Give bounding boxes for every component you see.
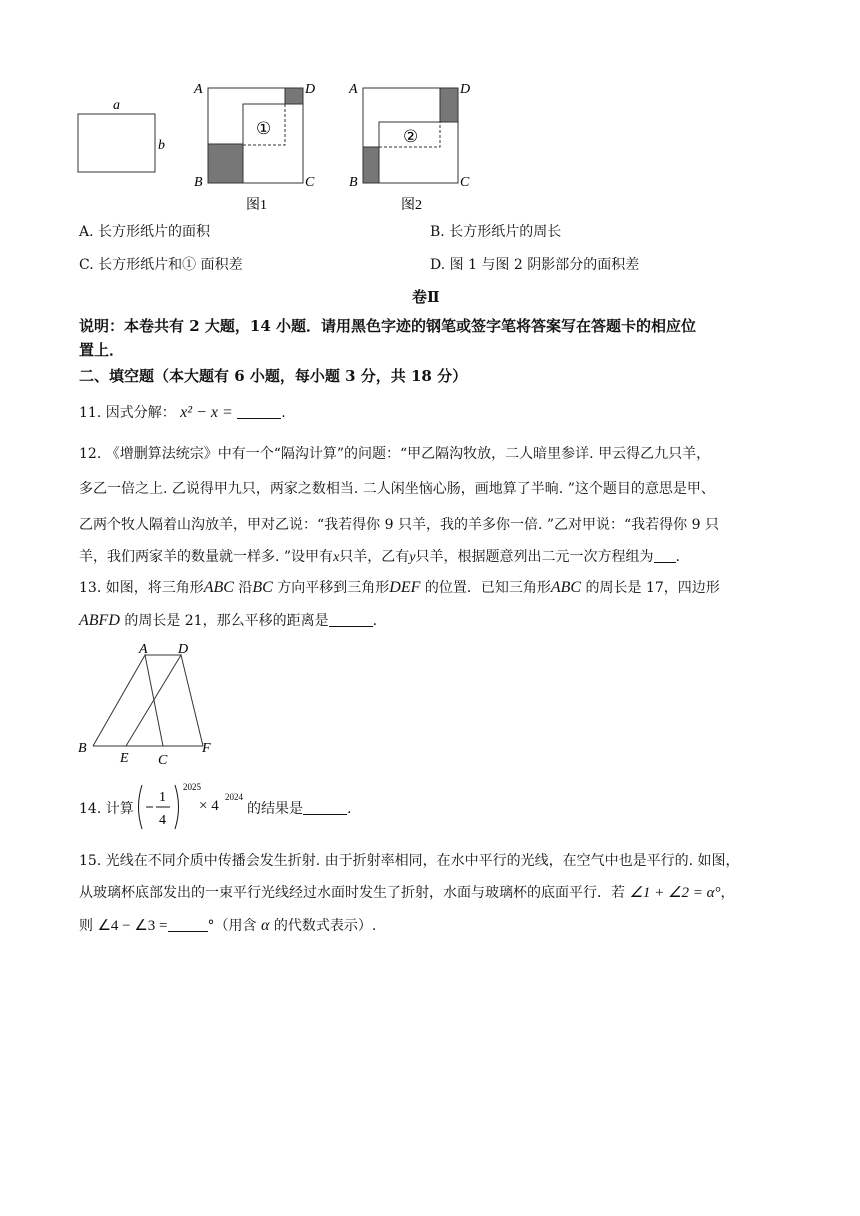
q12-line4-end: . [675, 549, 680, 565]
q14-suffix: 的结果是 [247, 801, 303, 817]
q11-answer-blank[interactable] [237, 404, 281, 419]
q13-label-F: F [202, 741, 211, 756]
q13-answer-blank[interactable] [329, 612, 373, 627]
option-b: B. 长方形纸片的周长 [430, 224, 562, 240]
fig1-label-D: D [305, 82, 316, 97]
q15-condition: ∠1 + ∠2 = α° [629, 885, 721, 901]
q15-line2 [79, 882, 734, 902]
section-note-line2: 置上． [79, 341, 125, 359]
fig2-region-label: ② [403, 127, 419, 146]
q13-line1 [79, 577, 720, 597]
fig2-caption: 图2 [401, 198, 422, 213]
q13-line2-end: . [372, 613, 378, 629]
q15-answer-blank[interactable] [168, 917, 208, 932]
q13-label-A: A [139, 642, 148, 657]
q13-def: DEF [389, 579, 421, 596]
q14-denominator: 4 [159, 813, 166, 828]
option-d: D. 图 1 与图 2 阴影部分的面积差 [430, 257, 640, 273]
figure-rectangle [70, 92, 170, 182]
fig2-label-C: C [460, 175, 470, 190]
q15-line1: 15. 光线在不同介质中传播会发生折射. 由于折射率相同，在水中平行的光线，在空气中也是平行的. 如图， [79, 853, 740, 869]
q13-line1-d: 的位置．已知三角形 [424, 580, 551, 596]
label-a: a [113, 98, 120, 113]
option-a: A. 长方形纸片的面积 [79, 224, 211, 240]
q15-line3-a: 则 [79, 918, 93, 934]
part-title: 二、填空题（本大题有 6 小题，每小题 3 分，共 18 分） [79, 367, 468, 385]
q11-suffix: . [281, 405, 286, 421]
q12-line4-b: 只羊，乙有 [339, 549, 410, 565]
section-title: 卷Ⅱ [412, 288, 440, 306]
q12-var-y: y [409, 550, 416, 565]
fig1-label-B: B [194, 175, 203, 190]
q14-exponent-2: 2024 [225, 792, 243, 802]
q13-line1-a: 13. 如图，将三角形 [79, 580, 204, 596]
q14-exponent-1: 2025 [183, 782, 201, 792]
figure-1 [190, 78, 325, 218]
q13-abfd: ABFD [79, 612, 120, 629]
q12-line4-a: 羊，我们两家羊的数量就一样多. ”设甲有 [79, 549, 334, 565]
q13-line1-b: 沿 [238, 580, 253, 596]
q12-line2: 多乙一倍之上. 乙说得甲九只，两家之数相当. 二人闲坐恼心肠，画地算了半晌. ”这个题目的意思是甲、 [79, 481, 715, 497]
q13-label-D: D [178, 642, 189, 657]
q12-line3: 乙两个牧人隔着山沟放羊，甲对乙说：“我若得你 9 只羊，我的羊多你一倍. ”乙对甲说：“我若得你 9 只 [79, 517, 719, 533]
q12-line4-c: 只羊，根据题意列出二元一次方程组为 [415, 549, 654, 565]
q12-line1: 12. 《增删算法统宗》中有一个“隔沟计算”的问题：“甲乙隔沟牧放，二人暗里参详. 甲云得乙九只羊， [79, 446, 711, 462]
fig1-label-A: A [194, 82, 203, 97]
q13-abc: ABC [203, 579, 234, 596]
q14-times-four: × 4 [199, 798, 219, 814]
q11-expression: x² − x = [180, 404, 233, 421]
q15-line3 [79, 915, 376, 935]
q14-suffix-group [247, 798, 351, 818]
label-b: b [158, 138, 165, 153]
q13-line1-c: 方向平移到三角形 [277, 580, 390, 596]
q15-line2-a: 从玻璃杯底部发出的一束平行光线经过水面时发生了折射，水面与玻璃杯的底面平行．若 [79, 885, 625, 901]
q15-line3-b: °（用含 [207, 918, 257, 934]
q15-alpha: α [260, 917, 270, 934]
q13-figure [74, 638, 224, 770]
q14-end: . [347, 801, 352, 817]
q13-label-C: C [158, 753, 168, 768]
fig2-label-B: B [349, 175, 358, 190]
q15-expression: ∠4 − ∠3 = [97, 918, 168, 934]
fig1-caption: 图1 [246, 198, 267, 213]
q14-answer-blank[interactable] [303, 800, 347, 815]
fig1-region-label: ① [256, 119, 272, 138]
fig2-label-D: D [460, 82, 471, 97]
q12-line4 [79, 546, 680, 566]
q13-bc: BC [252, 579, 273, 596]
q15-line2-end: ， [720, 885, 735, 901]
q13-abc-2: ABC [550, 579, 582, 596]
question-11 [79, 402, 286, 422]
q11-prefix: 11. 因式分解： [79, 405, 176, 421]
q13-label-B: B [78, 741, 87, 756]
option-c: C. 长方形纸片和① 面积差 [79, 257, 243, 273]
q14-prefix: 14. 计算 [79, 801, 134, 817]
q13-line2-text: 的周长是 21，那么平移的距离是 [124, 613, 329, 629]
q12-answer-blank[interactable] [654, 548, 676, 563]
section-note-line1: 说明：本卷共有 2 大题，14 小题．请用黑色字迹的钢笔或签字笔将答案写在答题卡的相应位 [79, 317, 696, 335]
q15-line3-c: 的代数式表示）. [273, 918, 377, 934]
q12-var-x: x [333, 550, 340, 565]
q13-label-E: E [120, 751, 129, 766]
fig2-label-A: A [349, 82, 358, 97]
q13-line1-e: 的周长是 17，四边形 [585, 580, 720, 596]
figure-2 [345, 78, 480, 218]
q14-numerator: 1 [159, 790, 166, 805]
fig1-label-C: C [305, 175, 315, 190]
q13-line2 [79, 610, 377, 630]
